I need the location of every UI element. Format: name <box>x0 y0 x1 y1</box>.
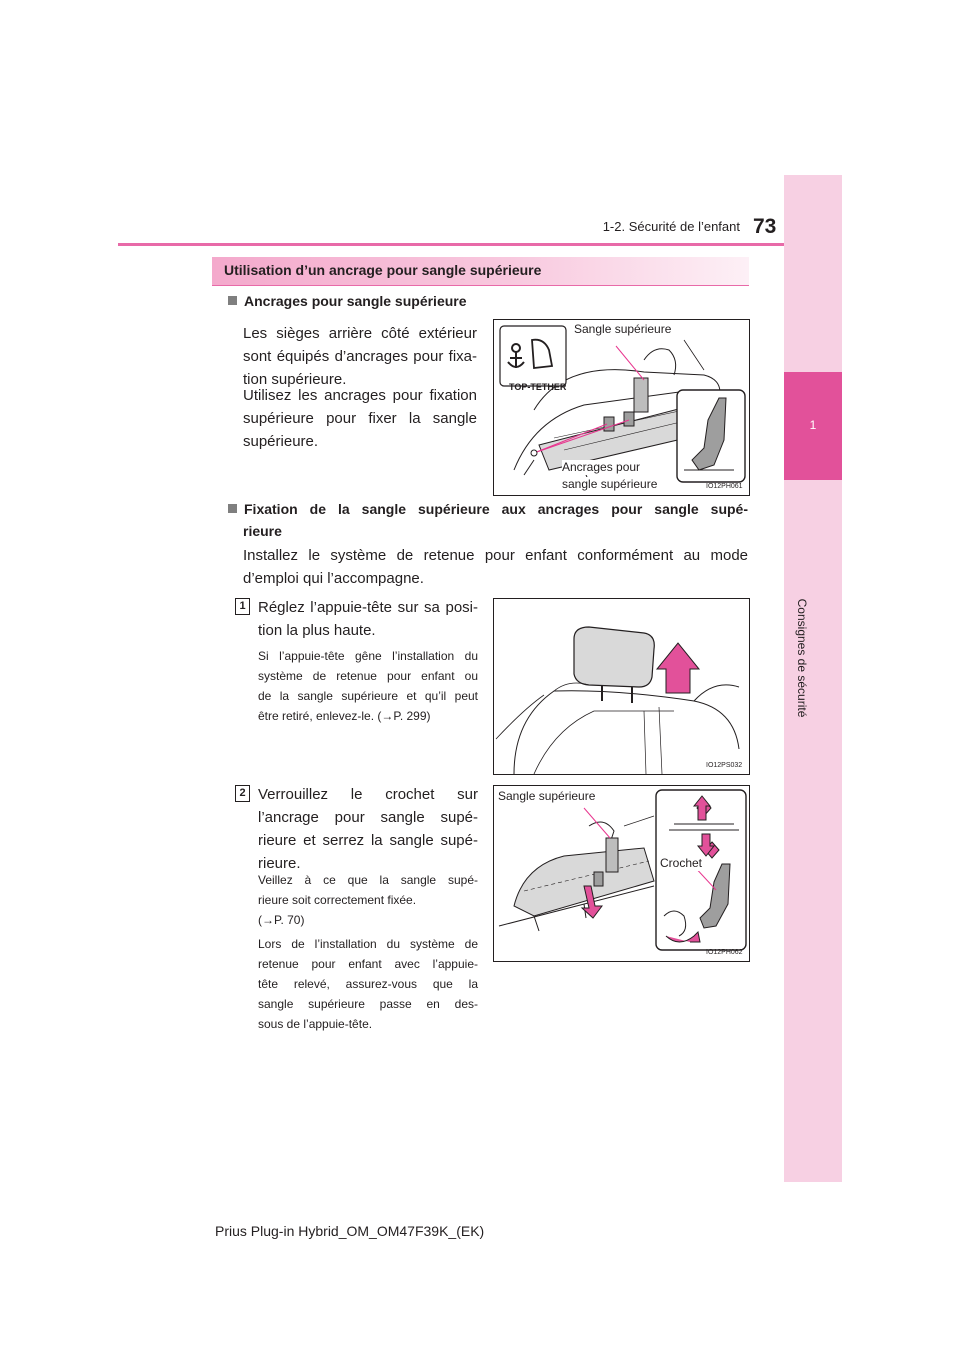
step2-text-line3: rieure et serrez la sangle supé- <box>258 832 478 849</box>
callout-anchors-line1: Ancrages pour <box>562 460 641 474</box>
step2-text-line2: l’ancrage pour sangle supé- <box>258 809 478 826</box>
step2-note2-line4: sangle supérieure passe en des- <box>258 997 478 1011</box>
callout-top-strap-2: Sangle supérieure <box>498 789 596 803</box>
square-bullet-icon <box>228 504 237 513</box>
step2-note1-line1: Veillez à ce que la sangle supé- <box>258 873 478 887</box>
subheading-anchors <box>228 290 467 312</box>
side-tab-label <box>790 548 814 768</box>
step2-note2-line1: Lors de l’installation du système de <box>258 937 478 951</box>
callout-hook: Crochet <box>660 856 703 870</box>
subheading-anchors-text: Ancrages pour sangle supérieure <box>244 293 467 309</box>
figure-code-3: IO12PH062 <box>706 949 743 956</box>
step1-text-line2: tion la plus haute. <box>258 622 376 639</box>
step2-note2-line3: tête relevé, assurez-vous que la <box>258 977 478 991</box>
paragraph-anchors-2: Utilisez les ancrages pour fixation supérieure pour fixer la sangle supérieure. <box>243 387 477 450</box>
step2-text-line4: rieure. <box>258 855 301 872</box>
side-tab-label-text: Consignes de sécurité <box>795 598 809 718</box>
subheading-fixing-text1: Fixation de la sangle supérieure aux ancrages pour sangle supé- <box>244 501 748 517</box>
step2-text-line1: Verrouillez le crochet sur <box>258 786 478 803</box>
subheading-fixing-line1 <box>228 498 748 520</box>
paragraph-anchors-1: Les sièges arrière côté extérieur sont équipés d’ancrages pour fixa-tion supérieure. <box>243 325 477 388</box>
intro-line2: d’emploi qui l’accompagne. <box>243 570 424 587</box>
step-number-1: 1 <box>235 598 250 615</box>
chapter-title: 1-2. Sécurité de l’enfant <box>602 219 740 234</box>
step1-note-line3: de la sangle supérieure et qu’il peut <box>258 689 478 703</box>
section-heading <box>212 257 749 286</box>
step1-note-line1: Si l’appuie-tête gêne l’installation du <box>258 649 478 663</box>
step2-note2-line5: sous de l’appuie-tête. <box>258 1017 373 1031</box>
subheading-fixing-line2: rieure <box>243 523 282 539</box>
step1-text-line1: Réglez l’appuie-tête sur sa posi- <box>258 599 478 616</box>
step1-note-line2: système de retenue pour enfant ou <box>258 669 478 683</box>
illustration-hook-tighten <box>494 786 749 961</box>
top-tether-icon-text: TOP-TETHER <box>509 382 567 392</box>
step2-note2-line2: retenue pour enfant avec l’appuie- <box>258 957 478 971</box>
footer-document-id: Prius Plug-in Hybrid_OM_OM47F39K_(EK) <box>215 1223 485 1239</box>
step2-note1-line2: rieure soit correctement fixée. <box>258 893 417 907</box>
step1-note-line4: être retiré, enlevez-le. (→P. 299) <box>258 709 431 723</box>
intro-line1: Installez le système de retenue pour enfant conformément au mode <box>243 547 748 564</box>
callout-top-strap: Sangle supérieure <box>574 322 672 336</box>
step2-note1-line3: (→P. 70) <box>258 913 305 927</box>
figure-code-2: IO12PS032 <box>706 762 743 769</box>
step-number-2: 2 <box>235 785 250 802</box>
square-bullet-icon <box>228 296 237 305</box>
figure-hook-lock <box>493 785 750 962</box>
illustration-headrest <box>494 599 749 774</box>
figure-code-1: IO12PH061 <box>706 483 743 490</box>
figure-headrest-raise <box>493 598 750 775</box>
callout-anchors-line2: sangle supérieure <box>562 477 658 491</box>
page-number: 73 <box>753 215 777 238</box>
side-tab-number: 1 <box>809 418 817 432</box>
header-rule <box>118 243 842 246</box>
section-heading-text: Utilisation d’un ancrage pour sangle supérieure <box>224 262 542 278</box>
